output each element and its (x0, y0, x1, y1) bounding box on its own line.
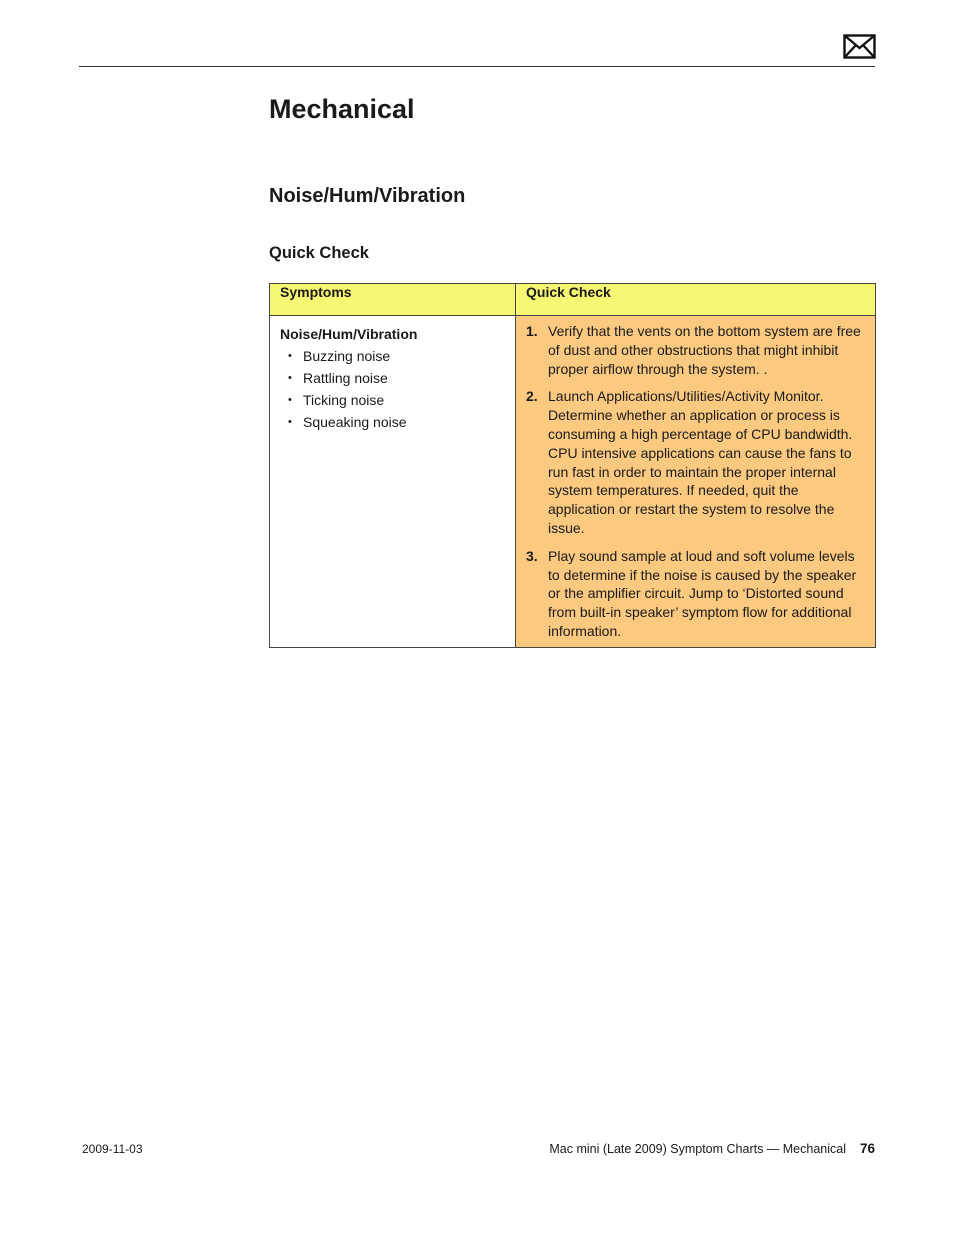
quick-check-table (269, 283, 876, 648)
section-title: Noise/Hum/Vibration (269, 185, 466, 207)
footer-doc-title: Mac mini (Late 2009) Symptom Charts — Mechanical (549, 1142, 846, 1156)
page-title: Mechanical (269, 94, 415, 124)
table-header-row (270, 284, 876, 316)
symptoms-cell (270, 316, 516, 648)
step-text: Launch Applications/Utilities/Activity Monitor. Determine whether an application or process is consuming a high percentage of CPU bandwidth. CPU intensive applications can cause the fans to run fast in order to maintain the proper internal system temperatures. If needed, quit the application or restart the system to resolve the issue. (548, 388, 853, 536)
step-number: 3. (526, 547, 538, 564)
symptom-item: • Buzzing noise (280, 345, 505, 367)
footer-date: 2009-11-03 (82, 1142, 143, 1156)
table-row (270, 316, 876, 648)
step-number: 2. (526, 388, 538, 405)
symptom-list (280, 345, 505, 433)
quick-check-step (526, 387, 865, 537)
subsection-title: Quick Check (269, 244, 369, 262)
step-number: 1. (526, 323, 538, 339)
quick-check-cell (516, 316, 876, 648)
header-rule (79, 66, 875, 67)
envelope-icon[interactable] (843, 34, 876, 59)
quick-check-step (526, 322, 865, 378)
symptom-item: • Ticking noise (280, 389, 505, 411)
step-text: Play sound sample at loud and soft volume levels to determine if the noise is caused by the speaker or the amplifier circuit. Jump to ‘Distorted sound from built-in speaker’ symptom flow for additional information. (548, 547, 857, 639)
symptom-heading: Noise/Hum/Vibration (280, 326, 418, 342)
quick-check-steps (526, 322, 865, 641)
symptom-item: • Rattling noise (280, 367, 505, 389)
quick-check-step (526, 547, 865, 641)
quick-check-column-header: Quick Check (516, 284, 876, 316)
page-number: 76 (859, 1141, 875, 1156)
symptoms-column-header: Symptoms (270, 284, 516, 316)
step-text: Verify that the vents on the bottom system are free of dust and other obstructions that might inhibit proper airflow through the system. . (548, 323, 861, 377)
symptom-item: • Squeaking noise (280, 411, 505, 433)
